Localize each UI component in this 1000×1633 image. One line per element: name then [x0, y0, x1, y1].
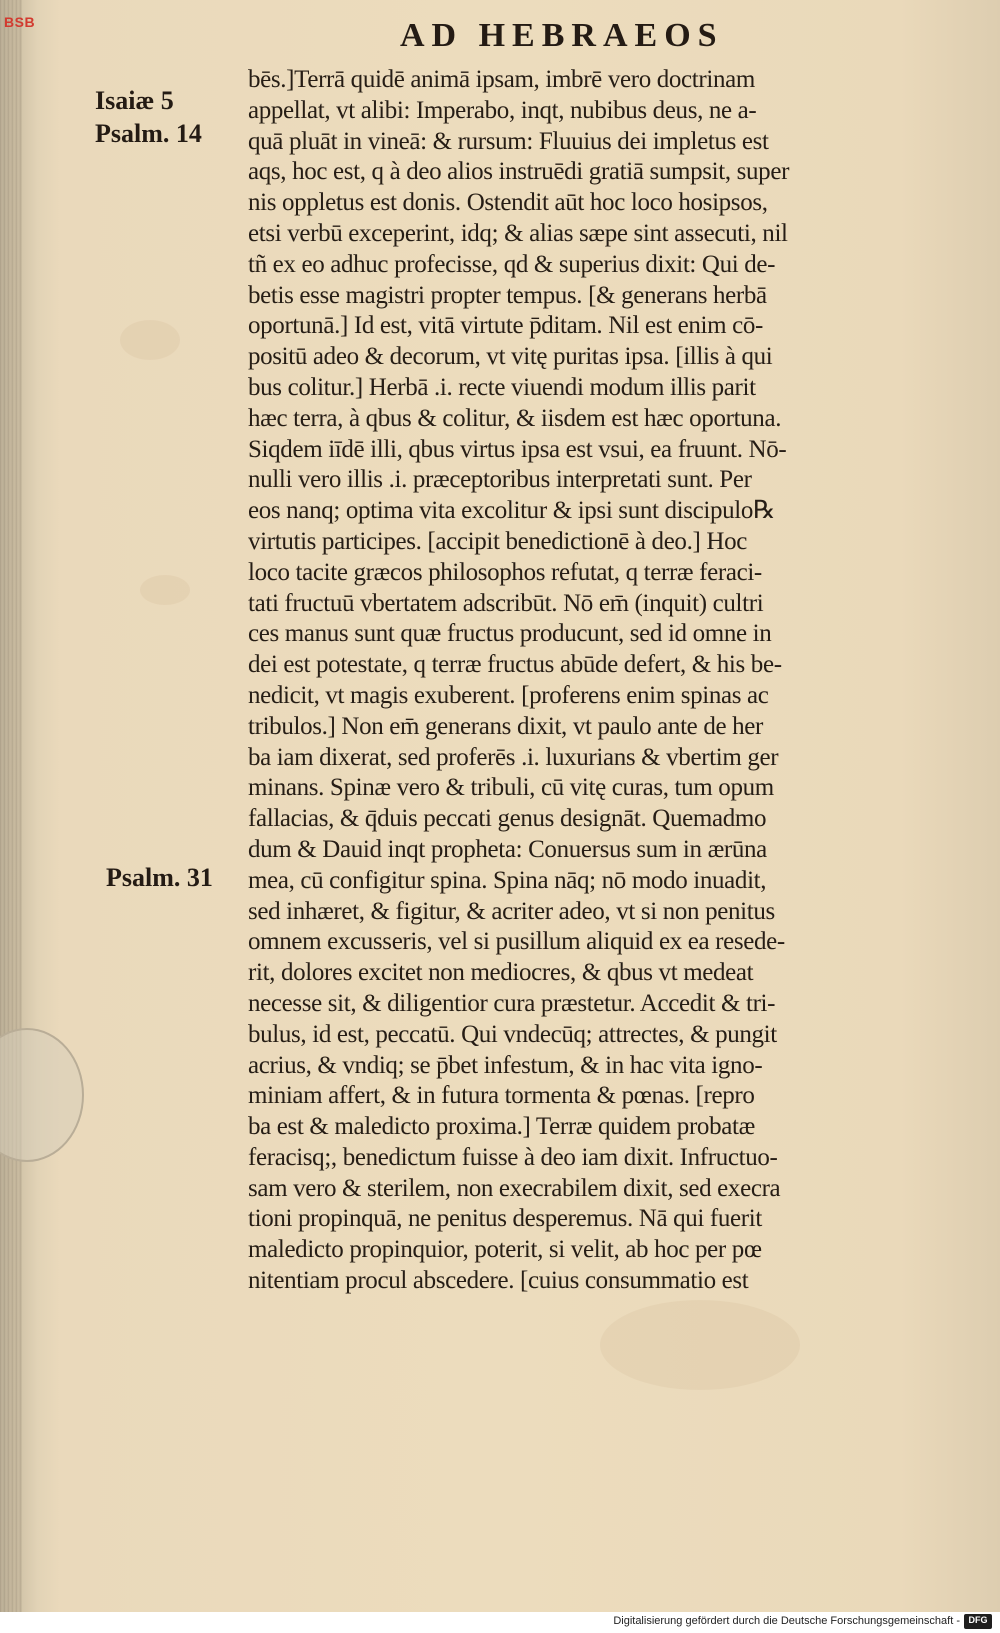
text-line: bus colitur.] Herbā .i. recte viuendi modum illis parit [248, 373, 756, 401]
text-line: acrius, & vndiq; se p̄bet infestum, & in hac vita igno- [248, 1051, 763, 1079]
text-line: nitentiam procul abscedere. [cuius consummatio est [248, 1267, 749, 1295]
text-line: ba iam dixerat, sed proferēs .i. luxurians & vbertim ger [248, 743, 779, 771]
text-line: nulli vero illis .i. præceptoribus interpretati sunt. Per [248, 466, 752, 494]
library-stamp: BSB [4, 14, 36, 30]
text-line: omnem excusseris, vel si pusillum aliquid ex ea resede- [248, 928, 785, 956]
text-line: hæc terra, à qbus & colitur, & iisdem est hæc oportuna. [248, 404, 782, 432]
text-line: quā pluāt in vineā: & rursum: Fluuius dei impletus est [248, 127, 769, 155]
text-line: dum & Dauid inqt propheta: Conuersus sum in ærūna [248, 835, 767, 863]
body-text [248, 65, 948, 1297]
text-line: ces manus sunt quæ fructus producunt, sed id omne in [248, 620, 772, 648]
text-line: sam vero & sterilem, non execrabilem dixit, sed execra [248, 1174, 781, 1202]
text-line: sed inhæret, & figitur, & acriter adeo, vt si non penitus [248, 897, 775, 925]
text-line: necesse sit, & diligentior cura præstetur. Accedit & tri- [248, 989, 776, 1017]
text-line: minans. Spinæ vero & tribuli, cū vitę curas, tum opum [248, 774, 774, 802]
paper-stain [120, 320, 180, 360]
text-line: nedicit, vt magis exuberent. [proferens enim spinas ac [248, 681, 769, 709]
margin-note: Isaiæ 5 [95, 86, 174, 115]
text-line: dei est potestate, q terræ fructus abūde defert, & his be- [248, 651, 782, 679]
text-line: feracisq;, benedictum fuisse à deo iam dixit. Infructuo- [248, 1143, 778, 1171]
dfg-logo [964, 1614, 992, 1629]
digitization-footer [0, 1612, 1000, 1633]
running-head: AD HEBRAEOS [400, 17, 724, 54]
margin-note: Psalm. 14 [95, 119, 202, 148]
text-line: Siqdem iīdē illi, qbus virtus ipsa est vsui, ea fruunt. Nō- [248, 435, 787, 463]
text-line: bēs.]Terrā quidē animā ipsam, imbrē vero doctrinam [248, 66, 755, 93]
text-line: appellat, vt alibi: Imperabo, inqt, nubibus deus, ne a- [248, 96, 757, 124]
text-line: rit, dolores excitet non mediocres, & qbus vt medeat [248, 959, 754, 987]
text-line: aqs, hoc est, q à deo alios instruēdi gratiā sumpsit, super [248, 158, 790, 186]
text-line: nis oppletus est donis. Ostendit aūt hoc loco hosipsos, [248, 189, 768, 217]
text-line: oportunā.] Id est, vitā virtute p̄ditam. Nil est enim cō- [248, 312, 763, 340]
text-line: bulus, id est, peccatū. Qui vndecūq; attrectes, & pungit [248, 1020, 777, 1048]
text-line: tati fructuū vbertatem adscribūt. Nō em̄ (inquit) cultri [248, 589, 764, 617]
margin-note: Psalm. 31 [106, 863, 213, 892]
funding-notice: Digitalisierung gefördert durch die Deutsche Forschungsgemeinschaft - [613, 1615, 960, 1627]
text-line: maledicto propinquior, poterit, si velit, ab hoc per pœ [248, 1236, 762, 1264]
text-line: etsi verbū exceperint, idq; & alias sæpe sint assecuti, nil [248, 219, 788, 247]
text-line: ba est & maledicto proxima.] Terræ quidem probatæ [248, 1113, 755, 1141]
text-line: fallacias, & q̄duis peccati genus designāt. Quemadmo [248, 805, 767, 833]
text-line: virtutis participes. [accipit benedictionē à deo.] Hoc [248, 527, 747, 555]
text-line: loco tacite græcos philosophos refutat, q terræ feraci- [248, 558, 762, 586]
text-line: eos nanq; optima vita excolitur & ipsi sunt discipulo℞ [248, 497, 776, 525]
text-line: mea, cū configitur spina. Spina nāq; nō modo inuadit, [248, 866, 767, 894]
text-line: tñ ex eo adhuc profecisse, qd & superius dixit: Qui de- [248, 250, 776, 278]
paper-stain [140, 575, 190, 605]
dfg-logo-label: DFG [968, 1615, 988, 1625]
paper-stain [600, 1300, 800, 1390]
text-line: positū adeo & decorum, vt vitę puritas ipsa. [illis à qui [248, 343, 773, 371]
page-fore-edge [0, 0, 22, 1612]
clip-shadow [0, 1028, 84, 1162]
text-line: miniam affert, & in futura tormenta & pœnas. [repro [248, 1082, 755, 1110]
text-line: tribulos.] Non em̄ generans dixit, vt paulo ante de her [248, 712, 763, 740]
text-line: betis esse magistri propter tempus. [& generans herbā [248, 281, 767, 309]
text-line: tioni propinquā, ne penitus desperemus. Nā qui fuerit [248, 1205, 762, 1233]
